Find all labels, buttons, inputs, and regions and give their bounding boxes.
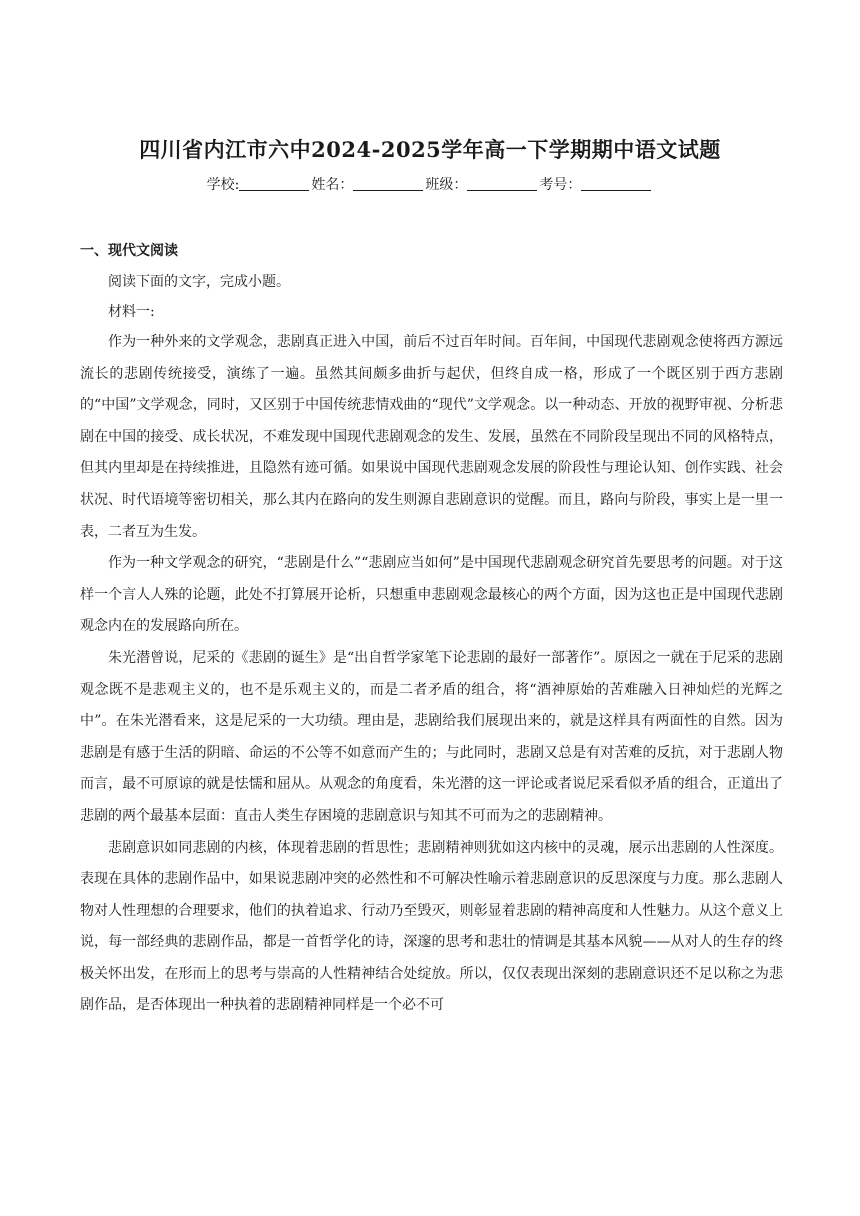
reading-section	[80, 241, 783, 1022]
paragraph: 作为一种文学观念的研究，“悲剧是什么”“悲剧应当如何”是中国现代悲剧观念研究首先要思考的问题。对于这样一个言人人殊的论题，此处不打算展开论析，只想重申悲剧观念最核心的两个方面，因为这也正是中国现代悲剧观念内在的发展路向所在。	[80, 555, 783, 635]
exam-number-blank[interactable]	[581, 176, 651, 191]
class-label: 班级：	[425, 177, 468, 193]
paragraph: 悲剧意识如同悲剧的内核，体现着悲剧的哲思性；悲剧精神则犹如这内核中的灵魂，展示出悲剧的人性深度。表现在具体的悲剧作品中，如果说悲剧冲突的必然性和不可解决性喻示着悲剧意识的反思深度与力度。那么悲剧人物对人性理想的合理要求，他们的执着追求、行动乃至毁灭，则彰显着悲剧的精神高度和人性魅力。从这个意义上说，每一部经典的悲剧作品，都是一首哲学化的诗，深邃的思考和悲壮的情调是其基本风貌——从对人的生存的终极关怀出发，在形而上的思考与崇高的人性精神结合处绽放。所以，仅仅表现出深刻的悲剧意识还不足以称之为悲剧作品，是否体现出一种执着的悲剧精神同样是一个必不可	[80, 839, 783, 1014]
student-info-row	[0, 174, 860, 194]
name-blank[interactable]	[353, 176, 423, 191]
paragraph: 朱光潜曾说，尼采的《悲剧的诞生》是“出自哲学家笔下论悲剧的最好一部著作”。原因之一就在于尼采的悲剧观念既不是悲观主义的，也不是乐观主义的，而是二者矛盾的组合，将“酒神原始的苦难融入日神灿烂的光辉之中”。在朱光潜看来，这是尼采的一大功绩。理由是，悲剧给我们展现出来的，就是这样具有两面性的自然。因为悲剧是有感于生活的阴暗、命运的不公等不如意而产生的；与此同时，悲剧又总是有对苦难的反抗，对于悲剧人物而言，最不可原谅的就是怯懦和屈从。从观念的角度看，朱光潜的这一评论或者说尼采看似矛盾的组合，正道出了悲剧的两个最基本层面：直击人类生存困境的悲剧意识与知其不可而为之的悲剧精神。	[80, 649, 783, 824]
page-title: 四川省内江市六中2024-2025学年高一下学期期中语文试题	[139, 137, 721, 162]
name-label: 姓名：	[311, 177, 354, 193]
school-blank[interactable]	[239, 176, 309, 191]
instruction-text: 阅读下面的文字，完成小题。	[108, 274, 290, 290]
paragraph: 作为一种外来的文学观念，悲剧真正进入中国，前后不过百年时间。百年间，中国现代悲剧观念使将西方源远流长的悲剧传统接受，演练了一遍。虽然其间颇多曲折与起伏，但终自成一格，形成了一个既区别于西方悲剧的“中国”文学观念，同时，又区别于中国传统悲情戏曲的“现代”文学观念。以一种动态、开放的视野审视、分析悲剧在中国的接受、成长状况，不难发现中国现代悲剧观念的发生、发展，虽然在不同阶段呈现出不同的风格特点，但其内里却是在持续推进，且隐然有迹可循。如果说中国现代悲剧观念发展的阶段性与理论认知、创作实践、社会状况、时代语境等密切相关，那么其内在路向的发生则源自悲剧意识的觉醒。而且，路向与阶段，事实上是一里一表，二者互为生发。	[80, 334, 783, 540]
exam-number-label: 考号：	[539, 177, 582, 193]
material-label: 材料一:	[108, 304, 155, 320]
class-blank[interactable]	[467, 176, 537, 191]
section-heading: 一、现代文阅读	[80, 243, 178, 259]
school-label: 学校:	[206, 177, 240, 193]
